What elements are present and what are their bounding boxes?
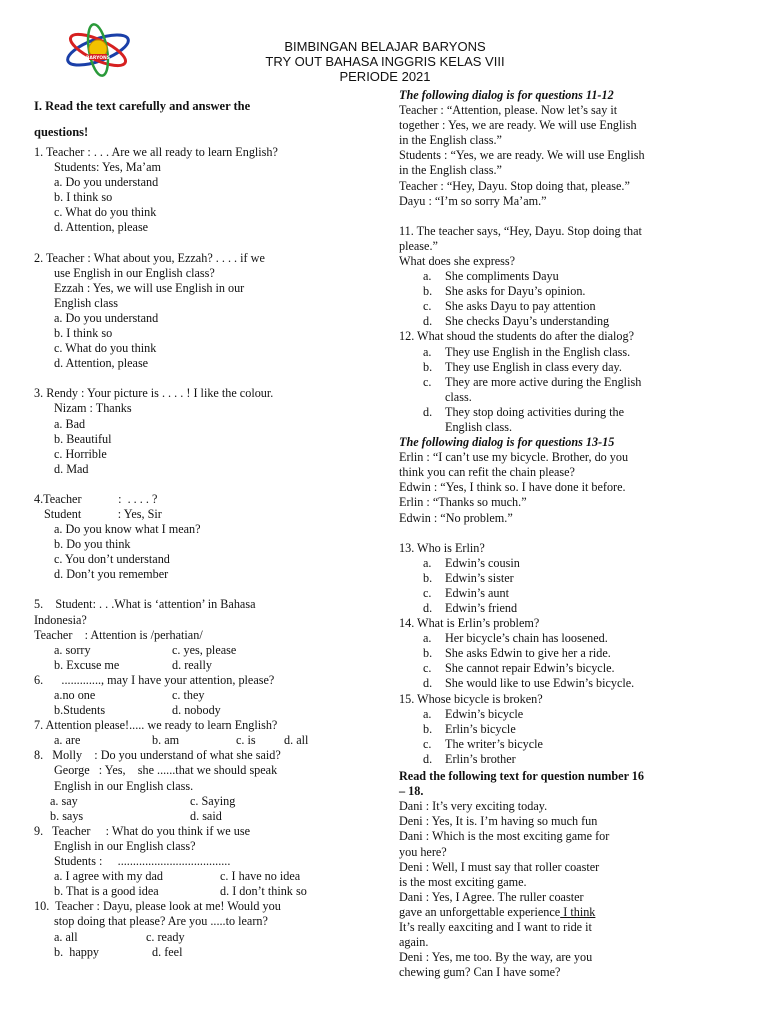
logo-text: BARYONS — [85, 56, 111, 61]
option: d. Edwin’s friend — [423, 601, 518, 615]
question-15: 15. Whose bicycle is broken? a. Edwin’s bicycle b. Erlin’s bicycle c. The writer’s bicycle d. Erlin’s brother — [399, 692, 734, 767]
question-1: 1. Teacher : . . . Are we all ready to learn English? Students: Yes, Ma’am a. Do you understand b. I think so c. What do you think d. Attention, please — [34, 145, 364, 236]
option: d. said — [190, 808, 222, 823]
baryons-logo — [64, 22, 132, 78]
option: c. Edwin’s aunt — [423, 585, 509, 600]
option: b.Students — [54, 703, 106, 718]
option: a. Her bicycle’s chain has loosened. — [423, 631, 608, 646]
option: d. really — [172, 657, 212, 672]
header-line-1: BIMBINGAN BELAJAR BARYONS — [284, 39, 486, 54]
option: c. ready — [146, 929, 185, 944]
question-9: 9. Teacher : What do you think if we use English in our English class? Students : ..................................... a. I agree with my dad c. I have no idea b. That is a good idea d. I don’t think so — [34, 823, 307, 899]
dialog-1-title: The following dialog is for questions 11-12 — [399, 88, 614, 102]
question-5: 5. Student: . . .What is ‘attention’ in Bahasa Indonesia? Teacher : Attention is /perhatian/ a. sorry c. yes, please b. Excuse me d. really — [34, 597, 256, 672]
option: b. Beautiful — [54, 431, 112, 446]
option: d. They stop doing activities during the — [423, 404, 625, 419]
option: d. nobody — [172, 703, 221, 718]
option: b. She asks for Dayu’s opinion. — [423, 284, 586, 299]
option: d. Attention, please — [54, 356, 149, 371]
option: c. yes, please — [172, 642, 237, 657]
option: c. What do you think — [54, 205, 157, 220]
option: a. sorry — [54, 642, 91, 657]
option: b. says — [50, 808, 84, 823]
question-6: 6. ............., may I have your attention, please? a.no one c. they b.Students d. nobody — [34, 672, 275, 718]
option: d. Attention, please — [54, 220, 149, 235]
option: c. I have no idea — [220, 869, 301, 884]
option: c. She asks Dayu to pay attention — [423, 299, 596, 314]
option: d. Don’t you remember — [54, 567, 169, 582]
question-13: 13. Who is Erlin? a. Edwin’s cousin b. Edwin’s sister c. Edwin’s aunt d. Edwin’s friend — [399, 541, 734, 616]
question-3: 3. Rendy : Your picture is . . . . ! I like the colour. Nizam : Thanks a. Bad b. Beautiful c. Horrible d. Mad — [34, 386, 364, 477]
option: a. She compliments Dayu — [423, 269, 559, 284]
option: d. I don’t think so — [220, 884, 307, 899]
question-14: 14. What is Erlin’s problem? a. Her bicycle’s chain has loosened. b. She asks Edwin to give her a ride. c. She cannot repair Edwin’s bicycle. d. She would like to use Edwin’s bicycle. — [399, 616, 734, 691]
header-line-2: TRY OUT BAHASA INGGRIS KELAS VIII — [265, 54, 505, 69]
option: c. is — [236, 733, 256, 748]
option: d. She would like to use Edwin’s bicycle. — [423, 676, 635, 691]
option: c. You don’t understand — [54, 552, 170, 567]
option: b. happy — [54, 944, 100, 959]
dialog-1: Teacher : “Attention, please. Now let’s say it together : Yes, we are ready. We will use English in the English class.” Students : “Yes, we are ready. We will use English in the English class.” Teacher : “Hey, Dayu. Stop doing that, please.” Dayu : “I’m so sorry Ma’am.” — [399, 103, 645, 208]
question-7: 7. Attention please!..... we ready to learn English? a. are b. am c. is d. all — [34, 718, 309, 748]
option: b. I think so — [54, 326, 113, 341]
option: a. Bad — [54, 416, 86, 431]
option: b. Do you think — [54, 537, 131, 552]
dialog-2: Erlin : “I can’t use my bicycle. Brother, do you think you can refit the chain please? Edwin : “Yes, I think so. I have done it before. Erlin : “Thanks so much.” Edwin : “No problem.” — [399, 450, 629, 525]
section-title: I. Read the text carefully and answer the questions! — [34, 99, 251, 139]
option: d. feel — [152, 944, 183, 959]
question-10: 10. Teacher : Dayu, please look at me! Would you stop doing that please? Are you .....to learn? a. all c. ready b. happy d. feel — [34, 899, 281, 959]
dialog-2-title: The following dialog is for questions 13-15 — [399, 435, 615, 450]
question-12: 12. What shoud the students do after the dialog? a. They use English in the English class. b. They use English in class every day. c. They are more active during the English class. d. They stop doing activities during the English class. — [399, 329, 734, 435]
option: c. they — [172, 688, 205, 702]
header-line-3: PERIODE 2021 — [339, 69, 431, 84]
right-column — [399, 88, 734, 980]
option: b. Erlin’s bicycle — [423, 721, 516, 736]
left-column — [34, 93, 364, 960]
option: a. Do you know what I mean? — [54, 522, 201, 537]
option: a. They use English in the English class. — [423, 344, 631, 359]
option: b. Edwin’s sister — [423, 570, 514, 585]
option: d. all — [284, 733, 309, 748]
option: c. What do you think — [54, 341, 157, 356]
option: d. Erlin’s brother — [423, 751, 516, 766]
option: a. Do you understand — [54, 175, 159, 190]
option: a. Do you understand — [54, 310, 159, 325]
option: b. That is a good idea — [54, 884, 159, 899]
dialog-3: Dani : It’s very exciting today. Deni : Yes, It is. I’m having so much fun Dani : Which is the most exciting game for you here? Deni : Well, I must say that roller coaster is the most exciting game. Dani : Yes, I Agree. The ruller coaster gave an unforgettable experience I think It’s really eaxciting and I want to ride it again. Deni : Yes, me too. By the way, are you chewing gum? Can I have some? — [399, 799, 610, 980]
option: b. am — [152, 733, 180, 748]
question-2: 2. Teacher : What about you, Ezzah? . . . . if we use English in our English class? Ezzah : Yes, we will use English in our English class a. Do you understand b. I think so c. What do you think d. Attention, please — [34, 251, 364, 372]
text-3-title: Read the following text for question number 16 – 18. — [399, 769, 644, 799]
option: a. I agree with my dad — [54, 869, 163, 884]
question-11: 11. The teacher says, “Hey, Dayu. Stop doing that please.” What does she express? a. She compliments Dayu b. She asks for Dayu’s opinion. c. She asks Dayu to pay attention d. She checks Dayu’s understanding — [399, 224, 734, 330]
option: b. Excuse me — [54, 657, 120, 672]
option: c. Horrible — [54, 446, 107, 461]
option: a. say — [50, 793, 78, 808]
option: a. Edwin’s cousin — [423, 555, 520, 570]
option: d. She checks Dayu’s understanding — [423, 314, 610, 329]
option: a. are — [54, 733, 81, 748]
question-4: 4.Teacher : . . . . ? Student : Yes, Sir a. Do you know what I mean? b. Do you think c. You don’t understand d. Don’t you remember — [34, 492, 364, 583]
option: c. They are more active during the English — [423, 374, 642, 389]
option: c. Saying — [190, 793, 236, 808]
option: d. Mad — [54, 461, 89, 476]
question-8: 8. Molly : Do you understand of what she said? George : Yes, she ......that we should speak English in our English class. a. say c. Saying b. says d. said — [34, 748, 281, 823]
option: a.no one — [54, 688, 96, 702]
option: a. Edwin’s bicycle — [423, 706, 524, 721]
option: b. She asks Edwin to give her a ride. — [423, 646, 611, 661]
option: c. She cannot repair Edwin’s bicycle. — [423, 661, 615, 676]
option: c. The writer’s bicycle — [423, 736, 543, 751]
option: b. I think so — [54, 190, 113, 205]
option: a. all — [54, 929, 78, 944]
option: b. They use English in class every day. — [423, 359, 622, 374]
